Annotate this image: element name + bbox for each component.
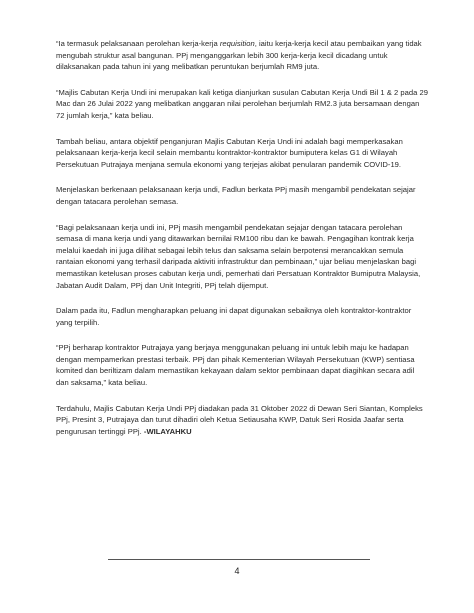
paragraph-6: Dalam pada itu, Fadlun mengharapkan peluang ini dapat digunakan sebaiknya oleh kontraktor-kontraktor yang terpilih.	[56, 306, 412, 327]
paragraph-7: “PPj berharap kontraktor Putrajaya yang berjaya menggunakan peluang ini untuk lebih maju ke hadapan dengan mempamerkan prestasi terbaik. PPj dan pihak Kementerian Wilayah Persekutuan (KWP) sentiasa komited dan beriltizam dalam memastikan kekayaan dalam sektor pembinaan dapat diagihkan secara adil dan saksama,” kata beliau.	[56, 343, 415, 388]
paragraph-1-text-end: , iaitu kerja-kerja kecil atau pembaikan yang tidak mengubah struktur asal bangunan. PPj menganggarkan lebih 300 kerja-kerja kecil dicadang untuk dilaksanakan pada tahun ini yang melibatkan peruntukan berjumlah RM9 juta.	[56, 39, 422, 72]
byline-source: -WILAYAHKU	[143, 426, 192, 436]
paragraph-5: “Bagi pelaksanaan kerja undi ini, PPj masih mengambil pendekatan sejajar dengan tatacara perolehan semasa di mana kerja undi yang ditawarkan bernilai RM100 ribu dan ke bawah. Pengagihan kontrak kerja melalui kaedah ini juga dilihat sebagai lebih telus dan saksama selain berpotensi merancakkan semula rantaian ekonomi yang terhasil daripada aktiviti infrastruktur dan pembinaan,” ujar beliau menjelaskan bagi memastikan ketelusan proses cabutan kerja undi, pemerhati dari Persatuan Kontraktor Bumiputra Malaysia, Jabatan Audit Dalam, PPj dan Unit Integriti, PPj telah dijemput.	[56, 222, 421, 290]
paragraph-1-italic-term: requisition	[219, 39, 255, 48]
paragraph-2: “Majlis Cabutan Kerja Undi ini merupakan kali ketiga dianjurkan susulan Cabutan Kerja Undi Bil 1 & 2 pada 29 Mac dan 26 Julai 2022 yang melibatkan anggaran nilai perolehan berjumlah RM2.3 juta bersamaan dengan 72 jumlah kerja,” kata beliau.	[56, 87, 428, 120]
paragraph-8-text: Terdahulu, Majlis Cabutan Kerja Undi PPj diadakan pada 31 Oktober 2022 di Dewan Seri Siantan, Kompleks PPj, Presint 3, Putrajaya dan turut dihadiri oleh Ketua Setiausaha KWP, Datuk Seri Rosida Jaafar serta pengurusan tertinggi PPj.	[56, 403, 423, 436]
paragraph-8	[56, 403, 428, 438]
article-body	[56, 38, 428, 451]
paragraph-1	[56, 38, 428, 73]
paragraph-1-text-start: “Ia termasuk pelaksanaan perolehan kerja-kerja	[56, 39, 220, 48]
page-number: 4	[234, 566, 240, 576]
paragraph-3: Tambah beliau, antara objektif penganjuran Majlis Cabutan Kerja Undi ini adalah bagi memperkasakan pelaksanaan kerja-kerja kecil selain membantu kontraktor-kontraktor bumiputera kelas G1 di Wilayah Persekutuan Putrajaya menjana semula ekonomi yang terjejas akibat penularan pandemik COVID-19.	[56, 136, 403, 169]
paragraph-4: Menjelaskan berkenaan pelaksanaan kerja undi, Fadlun berkata PPj masih mengambil pendekatan sejajar dengan tatacara perolehan semasa.	[56, 185, 416, 206]
footer-divider	[108, 559, 370, 560]
